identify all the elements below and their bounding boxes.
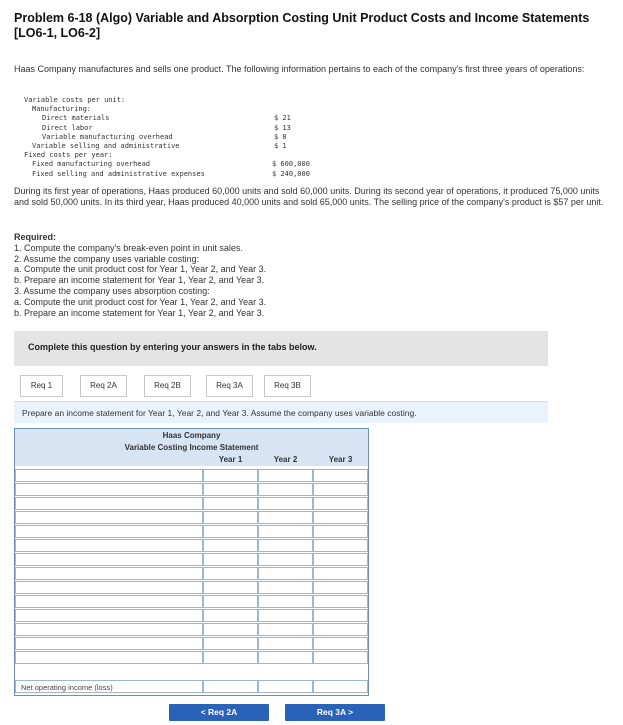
- direct-materials-value: $ 21: [274, 114, 291, 123]
- statement-row: [15, 581, 368, 594]
- required-heading: Required:: [14, 232, 57, 242]
- statement-row: [15, 623, 368, 636]
- complete-prompt: Complete this question by entering your answers in the tabs below.: [28, 342, 317, 352]
- column-header-year-2: Year 2: [258, 454, 313, 466]
- statement-year-2-input[interactable]: [258, 567, 313, 580]
- statement-year-3-input[interactable]: [313, 623, 368, 636]
- variable-overhead-label: Variable manufacturing overhead: [42, 132, 173, 141]
- statement-year-3-input[interactable]: [313, 553, 368, 566]
- required-item: 3. Assume the company uses absorption costing:: [14, 285, 210, 296]
- statement-year-2-input[interactable]: [258, 637, 313, 650]
- next-req-3a-button[interactable]: Req 3A >: [285, 704, 385, 721]
- manufacturing-heading: Manufacturing:: [32, 105, 92, 114]
- prev-req-2a-button[interactable]: < Req 2A: [169, 704, 269, 721]
- statement-year-3-input[interactable]: [313, 525, 368, 538]
- statement-year-3-input[interactable]: [313, 567, 368, 580]
- net-operating-income-label-cell: [15, 680, 203, 693]
- statement-row: [15, 525, 368, 538]
- statement-label-input[interactable]: [15, 497, 203, 510]
- statement-row: [15, 539, 368, 552]
- statement-year-2-input[interactable]: [258, 595, 313, 608]
- statement-label-input[interactable]: [15, 581, 203, 594]
- statement-year-2-input[interactable]: [258, 609, 313, 622]
- variable-overhead-value: $ 8: [274, 132, 287, 141]
- statement-label-input[interactable]: [15, 525, 203, 538]
- required-item: 1. Compute the company's break-even point in unit sales.: [14, 242, 243, 253]
- variable-costs-heading: Variable costs per unit:: [24, 96, 126, 104]
- fixed-selling-label: Fixed selling and administrative expenses: [32, 169, 205, 178]
- statement-label-input[interactable]: [15, 469, 203, 482]
- statement-year-3-input[interactable]: [313, 511, 368, 524]
- instruction-box: [14, 401, 548, 423]
- statement-year-2-input[interactable]: [258, 469, 313, 482]
- statement-label-input[interactable]: [15, 595, 203, 608]
- statement-year-2-input[interactable]: [258, 623, 313, 636]
- direct-labor-row: [20, 124, 320, 133]
- statement-label-input[interactable]: [15, 567, 203, 580]
- statement-company-name: Haas Company: [15, 429, 368, 442]
- statement-year-1-input[interactable]: [203, 637, 258, 650]
- statement-year-3-input[interactable]: [313, 539, 368, 552]
- statement-label-input[interactable]: [15, 483, 203, 496]
- required-list: [14, 232, 414, 318]
- column-header-blank: [15, 454, 203, 466]
- required-item: a. Compute the unit product cost for Year 1, Year 2, and Year 3.: [14, 264, 267, 275]
- statement-label-input[interactable]: [15, 609, 203, 622]
- fixed-overhead-value: $ 600,000: [272, 160, 310, 169]
- statement-year-1-input[interactable]: [203, 553, 258, 566]
- tab-req-2a[interactable]: Req 2A: [80, 375, 127, 397]
- statement-row: [15, 497, 368, 510]
- statement-year-3-input[interactable]: [313, 469, 368, 482]
- statement-row: [15, 637, 368, 650]
- required-item: b. Prepare an income statement for Year 1, Year 2, and Year 3.: [14, 307, 265, 318]
- variable-overhead-row: [20, 133, 320, 142]
- complete-prompt-box: [14, 331, 548, 366]
- required-item: b. Prepare an income statement for Year 1, Year 2, and Year 3.: [14, 275, 265, 286]
- direct-materials-label: Direct materials: [42, 114, 110, 123]
- statement-row: [15, 511, 368, 524]
- statement-year-3-input[interactable]: [313, 483, 368, 496]
- instruction-text: Prepare an income statement for Year 1, Year 2, and Year 3. Assume the company uses variable costing.: [22, 408, 417, 418]
- statement-year-1-input[interactable]: [203, 511, 258, 524]
- fixed-costs-heading: Fixed costs per year:: [24, 151, 113, 160]
- intro-text: Haas Company manufactures and sells one product. The following information pertains to each of the company's first three years of operations:: [14, 64, 585, 74]
- statement-year-2-input[interactable]: [258, 553, 313, 566]
- statement-year-2-input[interactable]: [258, 581, 313, 594]
- statement-row: [15, 469, 368, 482]
- variable-selling-label: Variable selling and administrative: [32, 141, 180, 150]
- statement-label-input[interactable]: [15, 637, 203, 650]
- net-operating-income-row: [15, 680, 368, 693]
- direct-materials-row: [20, 114, 320, 123]
- variable-selling-row: [20, 142, 320, 151]
- statement-year-1-input[interactable]: [203, 623, 258, 636]
- required-item: a. Compute the unit product cost for Year 1, Year 2, and Year 3.: [14, 296, 267, 307]
- statement-label-input[interactable]: [15, 651, 203, 664]
- statement-year-3-input[interactable]: [313, 651, 368, 664]
- statement-year-1-input[interactable]: [203, 525, 258, 538]
- statement-year-1-input[interactable]: [203, 651, 258, 664]
- fixed-overhead-row: [20, 160, 320, 169]
- statement-row: [15, 483, 368, 496]
- tab-req-2b[interactable]: Req 2B: [144, 375, 191, 397]
- net-operating-income-year-1-input[interactable]: [203, 680, 258, 693]
- statement-row: [15, 567, 368, 580]
- problem-title: Problem 6-18 (Algo) Variable and Absorption Costing Unit Product Costs and Income Statements [LO6-1, LO6-2]: [14, 11, 590, 40]
- statement-year-1-input[interactable]: [203, 567, 258, 580]
- statement-year-2-input[interactable]: [258, 483, 313, 496]
- statement-year-1-input[interactable]: [203, 497, 258, 510]
- cost-data-block: [20, 96, 320, 179]
- statement-year-3-input[interactable]: [313, 581, 368, 594]
- statement-subtitle: Variable Costing Income Statement: [15, 442, 368, 454]
- statement-label-input[interactable]: [15, 539, 203, 552]
- statement-row: [15, 553, 368, 566]
- statement-year-1-input[interactable]: [203, 469, 258, 482]
- direct-labor-label: Direct labor: [42, 123, 93, 132]
- fixed-overhead-label: Fixed manufacturing overhead: [32, 160, 151, 169]
- statement-year-1-input[interactable]: [203, 581, 258, 594]
- statement-row: [15, 609, 368, 622]
- column-header-year-3: Year 3: [313, 454, 368, 466]
- statement-year-3-input[interactable]: [313, 497, 368, 510]
- statement-row: [15, 651, 368, 664]
- net-operating-income-label: Net operating income (loss): [21, 683, 113, 692]
- statement-year-3-input[interactable]: [313, 637, 368, 650]
- statement-label-input[interactable]: [15, 623, 203, 636]
- statement-year-1-input[interactable]: [203, 483, 258, 496]
- net-operating-income-year-2-input[interactable]: [258, 680, 313, 693]
- required-item: 2. Assume the company uses variable costing:: [14, 253, 200, 264]
- scenario-text: During its first year of operations, Haas produced 60,000 units and sold 60,000 units. During its second year of operations, it produced 75,000 units and sold 50,000 units. In its third year, Haas produced 40,000 units and sold 65,000 units. The selling price of the company's product is $57 per unit.: [14, 186, 604, 207]
- direct-labor-value: $ 13: [274, 123, 291, 132]
- statement-label-input[interactable]: [15, 511, 203, 524]
- statement-year-2-input[interactable]: [258, 497, 313, 510]
- tab-req-3a[interactable]: Req 3A: [206, 375, 253, 397]
- tab-req-1[interactable]: Req 1: [20, 375, 63, 397]
- statement-label-input[interactable]: [15, 553, 203, 566]
- statement-row: [15, 595, 368, 608]
- income-statement-table: [14, 428, 369, 696]
- statement-year-2-input[interactable]: [258, 539, 313, 552]
- statement-year-2-input[interactable]: [258, 525, 313, 538]
- statement-year-2-input[interactable]: [258, 651, 313, 664]
- statement-year-1-input[interactable]: [203, 595, 258, 608]
- statement-year-2-input[interactable]: [258, 511, 313, 524]
- fixed-selling-row: [20, 170, 320, 179]
- tab-req-3b[interactable]: Req 3B: [264, 375, 311, 397]
- net-operating-income-year-3-input[interactable]: [313, 680, 368, 693]
- statement-year-1-input[interactable]: [203, 539, 258, 552]
- variable-selling-value: $ 1: [274, 141, 287, 150]
- column-header-year-1: Year 1: [203, 454, 258, 466]
- statement-year-1-input[interactable]: [203, 609, 258, 622]
- fixed-selling-value: $ 240,000: [272, 169, 310, 178]
- statement-year-3-input[interactable]: [313, 609, 368, 622]
- statement-year-3-input[interactable]: [313, 595, 368, 608]
